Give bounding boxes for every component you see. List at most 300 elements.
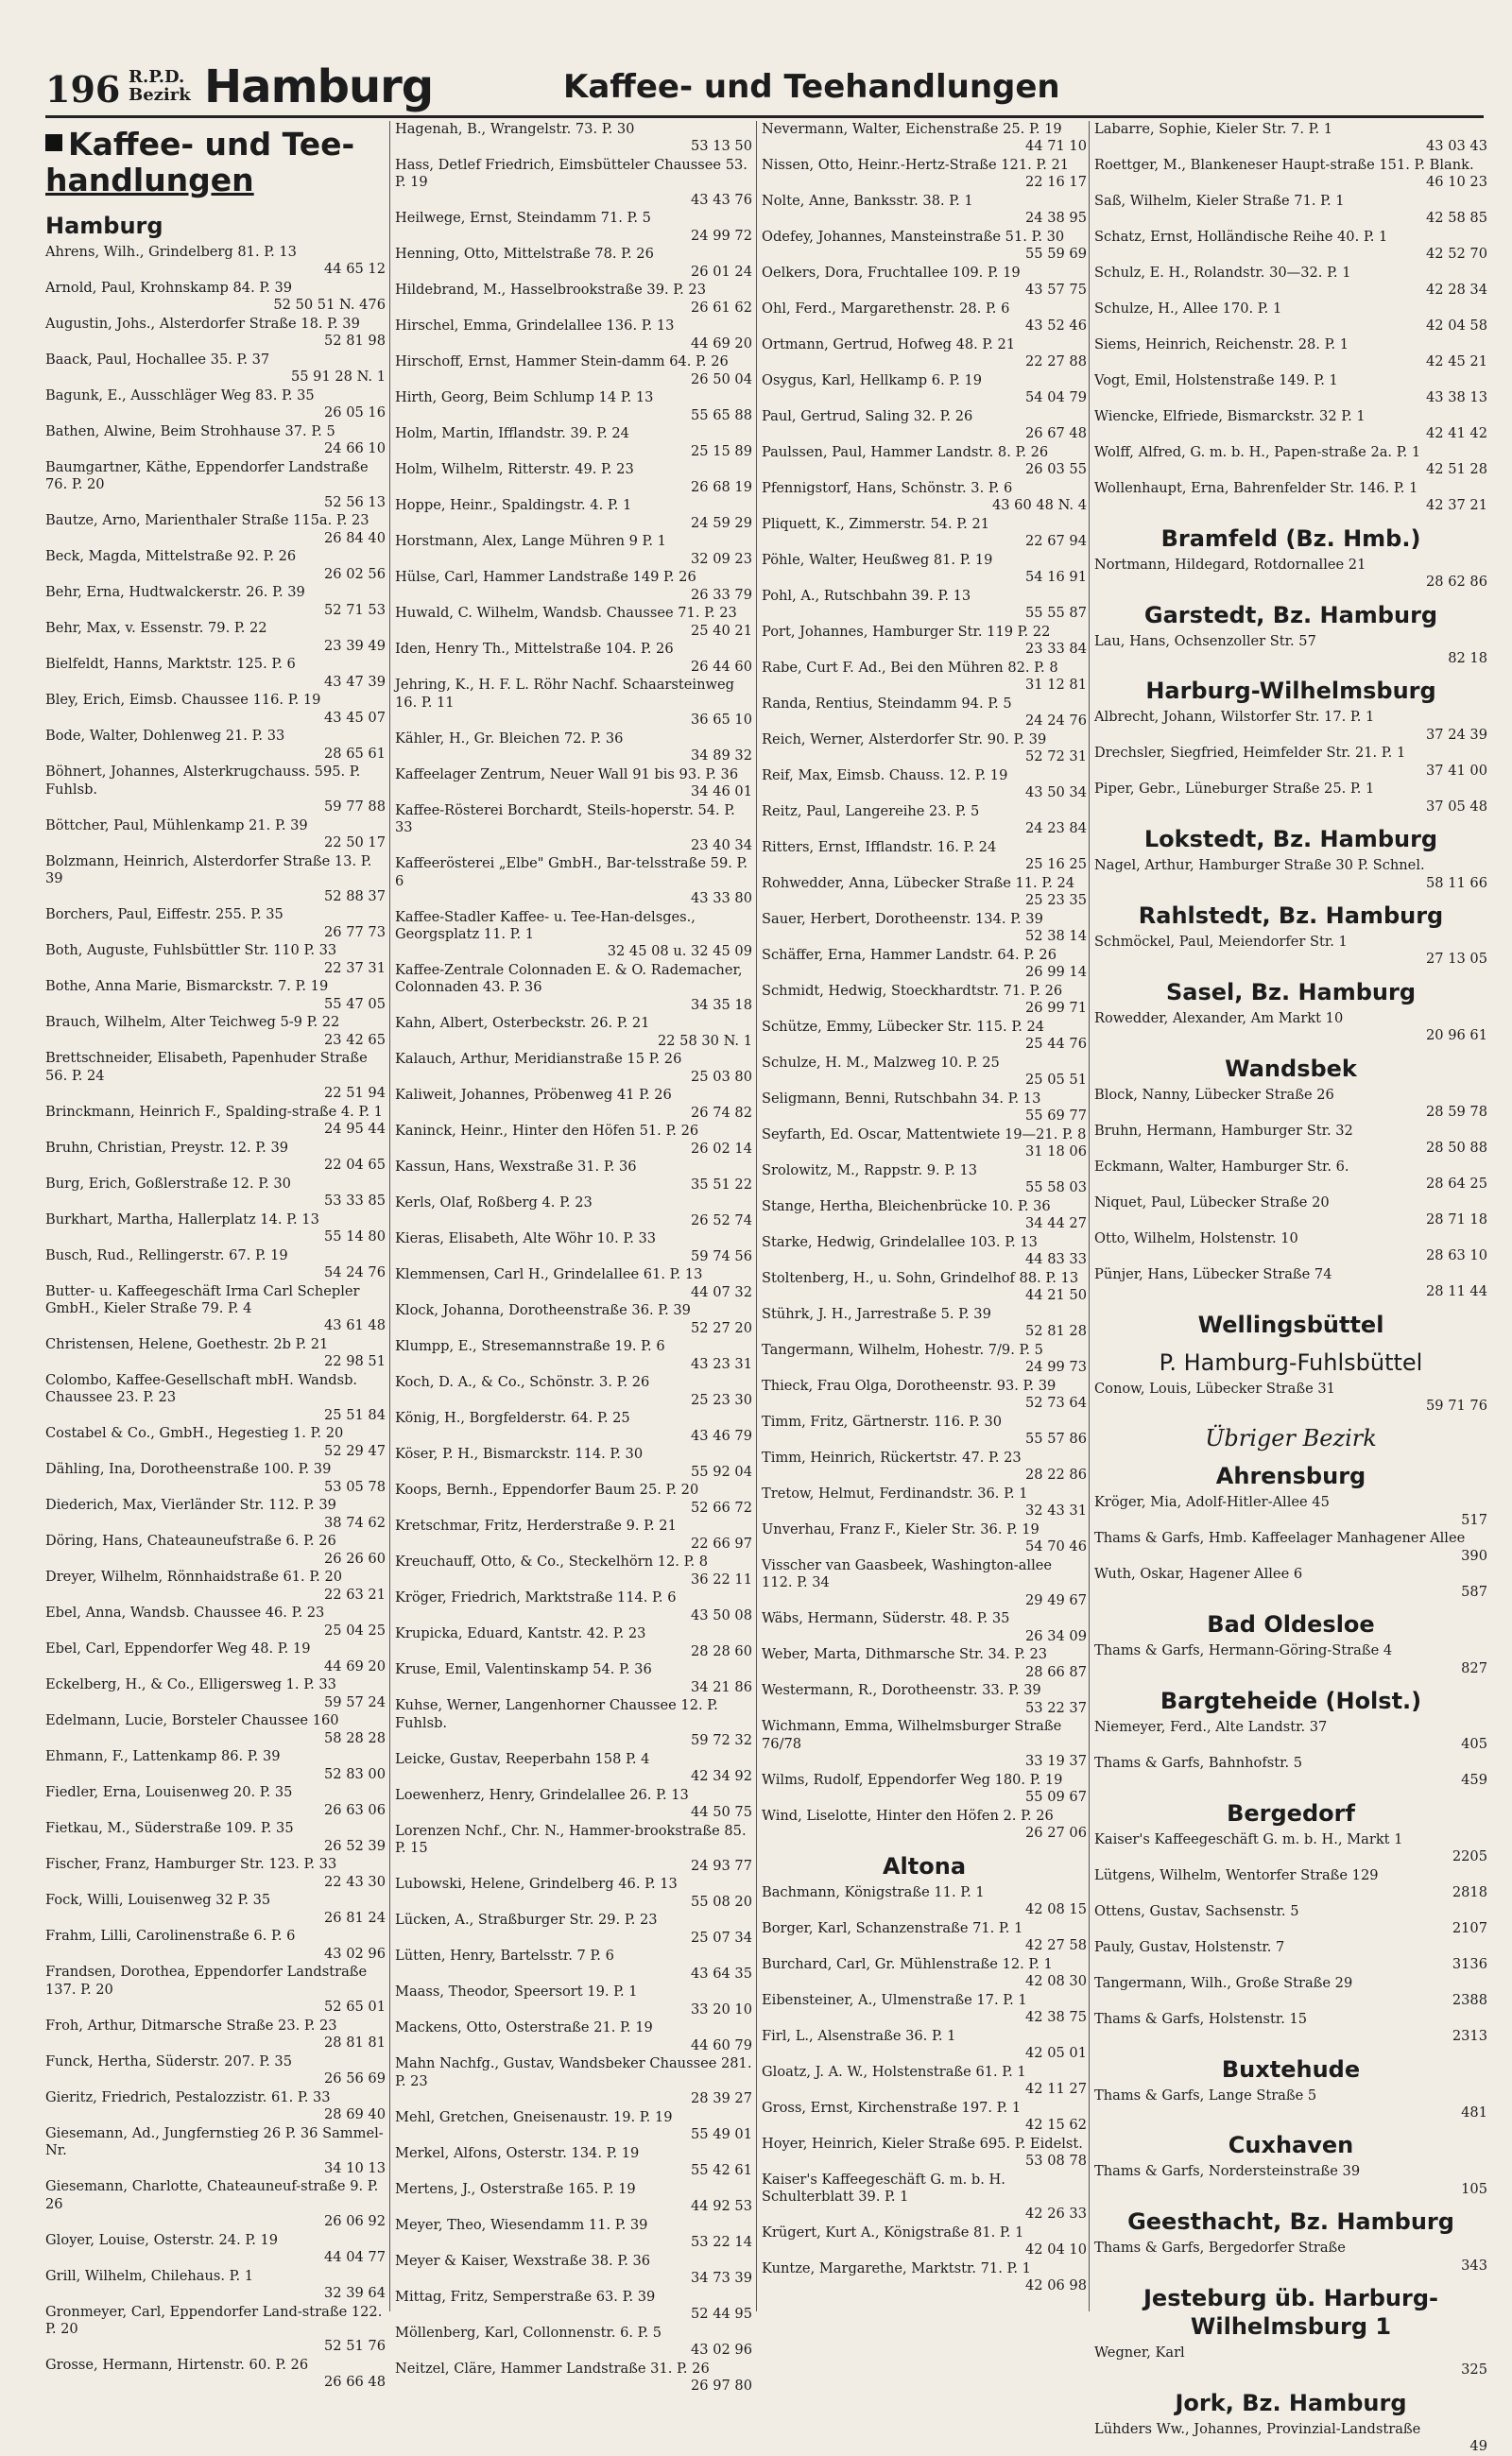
directory-entry	[395, 605, 752, 640]
directory-entry	[395, 641, 752, 676]
entry-name-address: Thams & Garfs, Holstenstr. 15	[1094, 2010, 1308, 2027]
directory-entry	[395, 461, 752, 496]
directory-entry	[395, 730, 752, 765]
entry-phone: 55 92 04	[691, 1463, 752, 1480]
entry-name-address: Niquet, Paul, Lübecker Straße 20	[1094, 1194, 1330, 1211]
directory-entry	[762, 2100, 1087, 2135]
directory-entry	[762, 336, 1087, 371]
entry-phone: 26 52 74	[691, 1211, 752, 1228]
directory-entry	[1094, 1087, 1487, 1122]
entry-phone: 22 50 17	[324, 834, 386, 851]
entry-name-address: Möllenberg, Karl, Collonnenstr. 6. P. 5	[395, 2324, 662, 2341]
entry-name-address: Döring, Hans, Chateauneufstraße 6. P. 26	[45, 1533, 336, 1550]
entry-name-address: Nevermann, Walter, Eichenstraße 25. P. 19	[762, 121, 1062, 137]
directory-entry	[395, 1266, 752, 1301]
entry-name-address: Fietkau, M., Süderstraße 109. P. 35	[45, 1820, 294, 1837]
entry-phone: 53 22 37	[1025, 1699, 1087, 1716]
entry-name-address: Lühders Ww., Johannes, Provinzial-Landstraße	[1094, 2420, 1421, 2437]
entry-name-address: Schulze, H., Allee 170. P. 1	[1094, 301, 1282, 317]
entry-phone: 59 74 56	[691, 1247, 752, 1264]
directory-entry	[762, 2224, 1087, 2259]
directory-entry	[762, 1920, 1087, 1955]
entry-phone: 22 37 31	[324, 959, 386, 976]
entry-phone: 55 58 03	[1025, 1179, 1087, 1196]
entry-name-address: Conow, Louis, Lübecker Straße 31	[1094, 1380, 1335, 1397]
directory-entry	[762, 1055, 1087, 1090]
entry-name-address: Tangermann, Wilhelm, Hohestr. 7/9. P. 5	[762, 1342, 1043, 1358]
entry-phone: 28 50 88	[1426, 1140, 1487, 1157]
district-heading: Harburg-Wilhelmsburg	[1145, 678, 1436, 705]
directory-entry	[762, 1306, 1087, 1341]
entry-phone: 52 83 00	[324, 1765, 386, 1782]
entry-phone: 517	[1461, 1511, 1487, 1528]
entry-name-address: Bruhn, Hermann, Hamburger Str. 32	[1094, 1122, 1353, 1139]
entry-phone: 24 95 44	[324, 1121, 386, 1138]
entry-phone: 42 58 85	[1426, 210, 1487, 227]
directory-entry	[45, 2232, 386, 2267]
entry-phone: 42 15 62	[1025, 2117, 1087, 2134]
entry-name-address: Kreuchauff, Otto, & Co., Steckelhörn 12. P. 8	[395, 1554, 709, 1571]
directory-entry	[45, 1461, 386, 1496]
entry-name-address: Behr, Erna, Hudtwalckerstr. 26. P. 39	[45, 584, 305, 601]
entry-name-address: Hildebrand, M., Hasselbrookstraße 39. P. 23	[395, 282, 706, 299]
directory-entry	[1094, 633, 1487, 668]
entry-phone: 44 60 79	[691, 2036, 752, 2053]
entry-phone: 22 98 51	[324, 1353, 386, 1370]
entry-phone: 28 66 87	[1025, 1663, 1087, 1680]
entry-phone: 44 92 53	[691, 2198, 752, 2215]
entry-phone: 2818	[1452, 1884, 1487, 1901]
entry-name-address: Böttcher, Paul, Mühlenkamp 21. P. 39	[45, 816, 308, 833]
directory-entry	[395, 246, 752, 281]
entry-phone: 42 41 42	[1426, 425, 1487, 442]
entry-name-address: Tangermann, Wilh., Große Straße 29	[1094, 1974, 1353, 1991]
directory-entry	[762, 839, 1087, 874]
entry-phone: 32 09 23	[691, 550, 752, 567]
entry-phone: 34 35 18	[691, 996, 752, 1013]
entry-name-address: Bautze, Arno, Marienthaler Straße 115a. P. 23	[45, 512, 369, 529]
directory-entry	[1094, 1159, 1487, 1194]
directory-entry	[395, 855, 752, 907]
directory-entry	[45, 1014, 386, 1049]
entry-phone: 390	[1461, 1547, 1487, 1564]
entry-phone: 26 66 48	[324, 2374, 386, 2391]
district-heading: Bad Oldesloe	[1207, 1611, 1375, 1639]
entry-phone: 52 88 37	[324, 887, 386, 904]
entry-name-address: Krupicka, Eduard, Kantstr. 42. P. 23	[395, 1625, 646, 1642]
directory-entry	[1094, 1194, 1487, 1229]
entry-phone: 20 96 61	[1426, 1027, 1487, 1044]
directory-entry	[45, 1336, 386, 1371]
directory-entry	[762, 408, 1087, 443]
entry-phone: 44 65 12	[324, 261, 386, 278]
entry-phone: 587	[1461, 1583, 1487, 1600]
entry-phone: 52 81 28	[1025, 1323, 1087, 1340]
directory-entry	[395, 1482, 752, 1517]
entry-name-address: Kröger, Mia, Adolf-Hitler-Allee 45	[1094, 1494, 1330, 1511]
entry-phone: 43 46 79	[691, 1427, 752, 1444]
entry-name-address: Unverhau, Franz F., Kieler Str. 36. P. 19	[762, 1521, 1040, 1537]
entry-name-address: Iden, Henry Th., Mittelstraße 104. P. 26	[395, 641, 674, 658]
entry-phone: 325	[1461, 2362, 1487, 2379]
entry-name-address: Bachmann, Königstraße 11. P. 1	[762, 1883, 985, 1900]
entry-phone: 343	[1461, 2257, 1487, 2274]
entry-phone: 26 61 62	[691, 299, 752, 316]
entry-phone: 54 24 76	[324, 1264, 386, 1281]
entry-name-address: Krügert, Kurt A., Königstraße 81. P. 1	[762, 2224, 1024, 2241]
directory-entry	[1094, 444, 1487, 479]
entry-phone: 34 10 13	[324, 2159, 386, 2176]
entry-phone: 37 24 39	[1426, 726, 1487, 743]
entry-phone: 2107	[1452, 1920, 1487, 1937]
entry-name-address: Gross, Ernst, Kirchenstraße 197. P. 1	[762, 2099, 1022, 2116]
entry-phone: 43 47 39	[324, 673, 386, 690]
directory-entry	[1094, 1123, 1487, 1158]
entry-name-address: Köser, P. H., Bismarckstr. 114. P. 30	[395, 1446, 644, 1463]
entry-name-address: Saß, Wilhelm, Kieler Straße 71. P. 1	[1094, 193, 1345, 209]
entry-name-address: Grosse, Hermann, Hirtenstr. 60. P. 26	[45, 2357, 309, 2374]
directory-entry	[45, 1928, 386, 1963]
directory-entry	[395, 2325, 752, 2360]
column-2	[395, 121, 752, 2395]
entry-name-address: Pohl, A., Rutschbahn 39. P. 13	[762, 588, 971, 604]
directory-entry	[762, 1126, 1087, 1161]
entry-name-address: Niemeyer, Ferd., Alte Landstr. 37	[1094, 1718, 1328, 1735]
entry-phone: 43 02 96	[691, 2342, 752, 2359]
entry-name-address: Lütten, Henry, Bartelsstr. 7 P. 6	[395, 1948, 614, 1965]
entry-name-address: Diederich, Max, Vierländer Str. 112. P. 39	[45, 1497, 336, 1514]
directory-entry	[395, 389, 752, 424]
directory-entry	[45, 692, 386, 727]
directory-entry	[1094, 336, 1487, 371]
entry-phone: 22 67 94	[1025, 533, 1087, 550]
directory-entry	[1094, 1566, 1487, 1601]
entry-name-address: Heilwege, Ernst, Steindamm 71. P. 5	[395, 210, 651, 227]
entry-name-address: Eckelberg, H., & Co., Elligersweg 1. P. 33	[45, 1676, 336, 1693]
directory-entry	[395, 121, 752, 156]
entry-phone: 25 16 25	[1025, 856, 1087, 873]
column-4	[1094, 121, 1487, 2455]
section-heading-line-2: handlungen	[45, 162, 254, 198]
entry-name-address: Vogt, Emil, Holstenstraße 149. P. 1	[1094, 372, 1338, 388]
directory-entry	[45, 1748, 386, 1783]
entry-name-address: Reitz, Paul, Langereihe 23. P. 5	[762, 803, 980, 819]
entry-name-address: Albrecht, Johann, Wilstorfer Str. 17. P. 1	[1094, 709, 1375, 726]
directory-entry	[395, 318, 752, 352]
directory-entry	[1094, 157, 1487, 192]
entry-name-address: Pfennigstorf, Hans, Schönstr. 3. P. 6	[762, 480, 1013, 496]
entry-phone: 43 50 08	[691, 1606, 752, 1623]
district-heading: Jork, Bz. Hamburg	[1175, 2389, 1407, 2416]
section-marker	[45, 134, 62, 151]
entry-phone: 405	[1461, 1736, 1487, 1753]
entry-name-address: Meyer, Theo, Wiesendamm 11. P. 39	[395, 2216, 648, 2233]
entry-phone: 32 45 08 u. 32 45 09	[607, 943, 752, 960]
directory-entry	[45, 548, 386, 583]
directory-entry	[395, 1661, 752, 1696]
entry-phone: 42 08 15	[1025, 1901, 1087, 1918]
column-1	[45, 121, 386, 2391]
directory-entry	[1094, 2421, 1487, 2456]
entry-phone: 34 44 27	[1025, 1215, 1087, 1232]
directory-entry	[395, 1051, 752, 1086]
directory-entry	[395, 802, 752, 854]
entry-name-address: Seyfarth, Ed. Oscar, Mattentwiete 19—21. P. 8	[762, 1126, 1087, 1142]
entry-name-address: Augustin, Johs., Alsterdorfer Straße 18. P. 39	[45, 316, 360, 332]
entry-name-address: Block, Nanny, Lübecker Straße 26	[1094, 1086, 1334, 1103]
entry-name-address: Frandsen, Dorothea, Eppendorfer Landstraße 137. P. 20	[45, 1964, 368, 1998]
entry-name-address: Dreyer, Wilhelm, Rönnhaidstraße 61. P. 20	[45, 1569, 343, 1586]
directory-entry	[395, 2217, 752, 2252]
directory-entry	[762, 229, 1087, 264]
directory-entry	[45, 2178, 386, 2230]
entry-phone: 26 68 19	[691, 478, 752, 495]
entry-name-address: Lütgens, Wilhelm, Wentorfer Straße 129	[1094, 1866, 1379, 1883]
entry-name-address: Schäffer, Erna, Hammer Landstr. 64. P. 26	[762, 947, 1057, 963]
entry-name-address: Beck, Magda, Mittelstraße 92. P. 26	[45, 548, 297, 565]
entry-phone: 43 64 35	[691, 1965, 752, 1982]
entry-name-address: Timm, Fritz, Gärtnerstr. 116. P. 30	[762, 1414, 1003, 1430]
district-heading: Buxtehude	[1221, 2055, 1361, 2083]
entry-phone: 28 69 40	[324, 2106, 386, 2123]
entry-phone: 46 10 23	[1426, 174, 1487, 191]
entry-name-address: Holm, Martin, Ifflandstr. 39. P. 24	[395, 425, 629, 442]
entry-name-address: Huwald, C. Wilhelm, Wandsb. Chaussee 71. P. 23	[395, 605, 737, 622]
directory-entry	[45, 459, 386, 511]
directory-entry	[762, 1557, 1087, 1609]
entry-name-address: Ortmann, Gertrud, Hofweg 48. P. 21	[762, 336, 1016, 352]
district-heading: Altona	[882, 1852, 967, 1880]
directory-entry	[45, 1712, 386, 1747]
entry-name-address: Giesemann, Ad., Jungfernstieg 26 P. 36 Sammel-Nr.	[45, 2124, 384, 2159]
entry-name-address: Both, Auguste, Fuhlsbüttler Str. 110 P. 33	[45, 942, 337, 959]
directory-entry	[762, 1342, 1087, 1377]
directory-entry	[762, 1682, 1087, 1717]
entry-phone: 26 99 71	[1025, 1000, 1087, 1017]
directory-entry	[45, 1605, 386, 1640]
entry-name-address: Hoyer, Heinrich, Kieler Straße 695. P. Eidelst.	[762, 2135, 1083, 2152]
directory-entry	[1094, 2344, 1487, 2379]
directory-entry	[395, 766, 752, 801]
entry-phone: 52 73 64	[1025, 1395, 1087, 1412]
directory-entry	[395, 2055, 752, 2107]
header-rule	[45, 115, 1484, 118]
directory-entry	[762, 1378, 1087, 1413]
directory-entry	[762, 2260, 1087, 2295]
directory-entry	[1094, 557, 1487, 592]
entry-phone: 42 08 30	[1025, 1973, 1087, 1990]
entry-name-address: Wichmann, Emma, Wilhelmsburger Straße 76/78	[762, 1718, 1062, 1752]
entry-name-address: Timm, Heinrich, Rückertstr. 47. P. 23	[762, 1450, 1022, 1466]
district-heading: Sasel, Bz. Hamburg	[1165, 978, 1417, 1005]
entry-name-address: Klemmensen, Carl H., Grindelallee 61. P. 13	[395, 1266, 703, 1283]
entry-phone: 28 62 86	[1426, 574, 1487, 591]
entry-phone: 44 69 20	[324, 1657, 386, 1675]
directory-entry	[1094, 121, 1487, 156]
entry-name-address: Costabel & Co., GmbH., Hegestieg 1. P. 20	[45, 1425, 344, 1442]
entry-name-address: Bolzmann, Heinrich, Alsterdorfer Straße 13. P. 39	[45, 852, 372, 887]
directory-entry	[762, 1718, 1087, 1770]
entry-phone: 43 43 76	[691, 191, 752, 208]
directory-entry	[1094, 265, 1487, 300]
directory-entry	[395, 2145, 752, 2180]
directory-entry	[45, 1640, 386, 1675]
entry-name-address: Kaffeelager Zentrum, Neuer Wall 91 bis 93. P. 36	[395, 765, 739, 782]
entry-name-address: Kaffeerösterei „Elbe" GmbH., Bar-telsstraße 59. P. 6	[395, 855, 748, 889]
entry-name-address: Schmidt, Hedwig, Stoeckhardtstr. 71. P. 26	[762, 983, 1063, 999]
section-title: Kaffee- und Teehandlungen	[563, 68, 1060, 106]
directory-entry	[395, 2019, 752, 2054]
entry-name-address: Brettschneider, Elisabeth, Papenhuder Straße 56. P. 24	[45, 1050, 368, 1084]
directory-entry	[1094, 745, 1487, 780]
directory-entry	[762, 1956, 1087, 1991]
entry-phone: 23 39 49	[324, 637, 386, 654]
directory-entry	[45, 2125, 386, 2177]
entry-phone: 24 23 84	[1025, 820, 1087, 837]
entry-name-address: Grill, Wilhelm, Chilehaus. P. 1	[45, 2267, 254, 2284]
entry-phone: 34 73 39	[691, 2270, 752, 2287]
directory-entry	[762, 2064, 1087, 2099]
directory-entry	[762, 660, 1087, 695]
entry-phone: 459	[1461, 1772, 1487, 1789]
directory-entry	[395, 2181, 752, 2216]
directory-entry	[762, 1808, 1087, 1843]
entry-phone: 42 52 70	[1426, 246, 1487, 263]
entry-name-address: Wilms, Rudolf, Eppendorfer Weg 180. P. 19	[762, 1771, 1063, 1788]
entry-name-address: Rohwedder, Anna, Lübecker Straße 11. P. 24	[762, 875, 1075, 891]
entry-name-address: Firl, L., Alsenstraße 36. P. 1	[762, 2027, 956, 2044]
entry-phone: 26 33 79	[691, 586, 752, 603]
entry-phone: 55 49 01	[691, 2126, 752, 2143]
entry-phone: 42 51 28	[1426, 461, 1487, 478]
directory-entry	[762, 121, 1087, 156]
entry-name-address: Eibensteiner, A., Ulmenstraße 17. P. 1	[762, 1991, 1027, 2008]
entry-phone: 54 70 46	[1025, 1538, 1087, 1555]
directory-entry	[1094, 1530, 1487, 1565]
entry-phone: 42 34 92	[691, 1768, 752, 1785]
directory-entry	[395, 1230, 752, 1265]
directory-entry	[395, 1410, 752, 1445]
entry-name-address: Lücken, A., Straßburger Str. 29. P. 23	[395, 1912, 658, 1929]
entry-phone: 25 23 30	[691, 1391, 752, 1408]
directory-entry	[45, 1211, 386, 1246]
district-heading: Bramfeld (Bz. Hmb.)	[1160, 524, 1421, 552]
entry-phone: 44 07 32	[691, 1283, 752, 1300]
directory-entry	[45, 620, 386, 655]
directory-entry	[45, 387, 386, 422]
directory-entry	[762, 2136, 1087, 2171]
section-heading	[45, 127, 386, 198]
entry-name-address: Kahn, Albert, Osterbeckstr. 26. P. 21	[395, 1015, 650, 1032]
directory-entry	[45, 1104, 386, 1139]
entry-phone: 54 16 91	[1025, 569, 1087, 586]
entry-name-address: Roettger, M., Blankeneser Haupt-straße 151. P. Blank.	[1094, 157, 1474, 173]
entry-phone: 105	[1461, 2180, 1487, 2197]
directory-entry	[762, 1610, 1087, 1645]
entry-phone: 37 05 48	[1426, 798, 1487, 815]
directory-entry	[762, 1884, 1087, 1919]
entry-name-address: Otto, Wilhelm, Holstenstr. 10	[1094, 1229, 1298, 1246]
directory-entry	[395, 1625, 752, 1660]
district-heading: Bargteheide (Holst.)	[1160, 1687, 1422, 1714]
entry-phone: 25 04 25	[324, 1622, 386, 1639]
entry-phone: 43 23 31	[691, 1355, 752, 1372]
directory-entry	[762, 301, 1087, 335]
directory-entry	[1094, 1266, 1487, 1301]
entry-name-address: Borchers, Paul, Eiffestr. 255. P. 35	[45, 906, 284, 923]
entry-name-address: Fiedler, Erna, Louisenweg 20. P. 35	[45, 1784, 293, 1801]
directory-entry	[1094, 301, 1487, 335]
entry-phone: 28 22 86	[1025, 1467, 1087, 1484]
entry-name-address: Arnold, Paul, Krohnskamp 84. P. 39	[45, 280, 293, 296]
district-heading: Jesteburg üb. Harburg-Wilhelmsburg 1	[1143, 2285, 1438, 2340]
directory-entry	[45, 2357, 386, 2392]
directory-entry	[395, 353, 752, 388]
entry-phone: 55 47 05	[324, 995, 386, 1012]
entry-phone: 43 52 46	[1025, 318, 1087, 335]
entry-phone: 26 81 24	[324, 1909, 386, 1926]
district-label	[129, 68, 191, 104]
entry-name-address: Starke, Hedwig, Grindelallee 103. P. 13	[762, 1234, 1038, 1250]
entry-phone: 34 46 01	[691, 783, 752, 800]
directory-entry	[45, 512, 386, 547]
entry-phone: 2388	[1452, 1992, 1487, 2009]
entry-name-address: Henning, Otto, Mittelstraße 78. P. 26	[395, 246, 654, 263]
directory-entry	[45, 1820, 386, 1855]
column-3	[762, 121, 1087, 2311]
entry-name-address: Fock, Willi, Louisenweg 32 P. 35	[45, 1892, 271, 1909]
entry-name-address: Pauly, Gustav, Holstenstr. 7	[1094, 1938, 1285, 1955]
directory-entry	[1094, 1010, 1487, 1045]
entry-phone: 59 57 24	[324, 1693, 386, 1710]
entry-name-address: Meyer & Kaiser, Wexstraße 38. P. 36	[395, 2252, 651, 2269]
entry-name-address: Horstmann, Alex, Lange Mühren 9 P. 1	[395, 533, 666, 550]
entry-phone: 24 99 73	[1025, 1359, 1087, 1376]
entry-name-address: Oelkers, Dora, Fruchtallee 109. P. 19	[762, 265, 1021, 281]
directory-entry	[1094, 2163, 1487, 2198]
entry-name-address: Drechsler, Siegfried, Heimfelder Str. 21. P. 1	[1094, 745, 1406, 762]
entry-name-address: Colombo, Kaffee-Gesellschaft mbH. Wandsb. Chaussee 23. P. 23	[45, 1372, 358, 1406]
directory-entry	[1094, 1230, 1487, 1265]
entry-phone: 26 05 16	[324, 404, 386, 421]
directory-entry	[1094, 781, 1487, 816]
directory-entry	[45, 764, 386, 816]
entry-name-address: Funck, Hertha, Süderstr. 207. P. 35	[45, 2052, 292, 2070]
directory-entry	[45, 2018, 386, 2052]
entry-phone: 26 77 73	[324, 923, 386, 940]
directory-entry	[762, 731, 1087, 766]
entry-phone: 55 42 61	[691, 2162, 752, 2179]
entry-name-address: Bruhn, Christian, Preystr. 12. P. 39	[45, 1139, 289, 1156]
entry-name-address: Paulssen, Paul, Hammer Landstr. 8. P. 26	[762, 444, 1049, 460]
directory-entry	[1094, 2240, 1487, 2275]
entry-name-address: Thams & Garfs, Lange Straße 5	[1094, 2087, 1317, 2104]
entry-name-address: Koops, Bernh., Eppendorfer Baum 25. P. 20	[395, 1482, 699, 1499]
directory-entry	[395, 2109, 752, 2144]
entry-phone: 25 51 84	[324, 1406, 386, 1423]
district-heading: Rahlstedt, Bz. Hamburg	[1138, 902, 1444, 930]
entry-phone: 42 26 33	[1025, 2206, 1087, 2223]
directory-entry	[1094, 709, 1487, 744]
entry-phone: 24 38 95	[1025, 210, 1087, 227]
entry-phone: 22 16 17	[1025, 174, 1087, 191]
entry-name-address: Srolowitz, M., Rappstr. 9. P. 13	[762, 1162, 978, 1178]
directory-entry	[45, 1892, 386, 1927]
entry-phone: 52 56 13	[324, 493, 386, 510]
entry-name-address: Hirschel, Emma, Grindelallee 136. P. 13	[395, 318, 675, 335]
directory-entry	[395, 1787, 752, 1822]
entry-name-address: Kähler, H., Gr. Bleichen 72. P. 36	[395, 730, 624, 747]
